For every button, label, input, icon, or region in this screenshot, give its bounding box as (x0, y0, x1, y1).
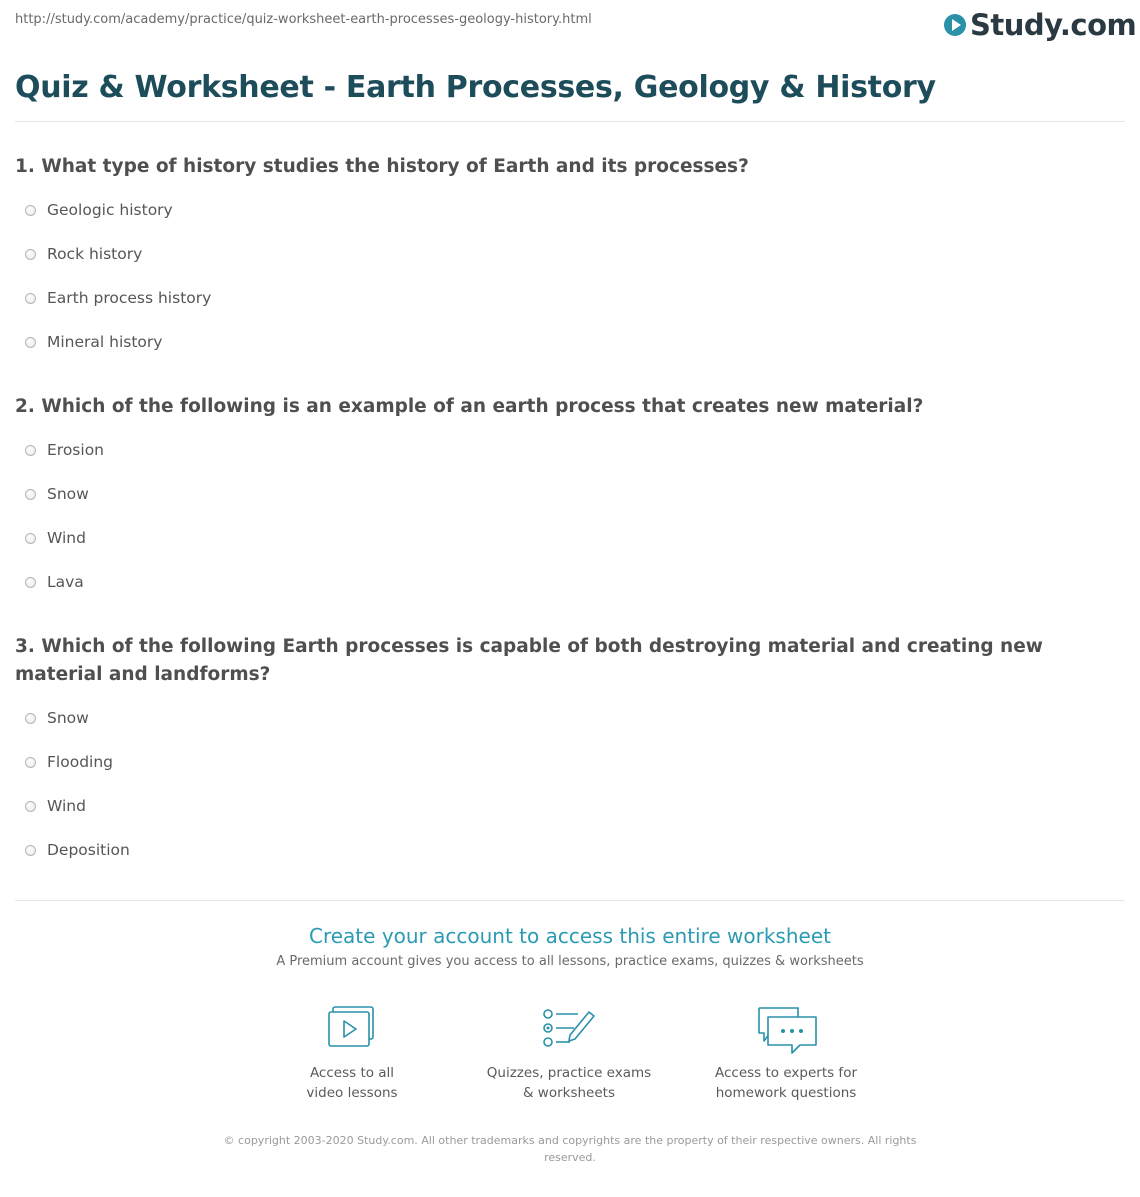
page-title: Quiz & Worksheet - Earth Processes, Geology & History (15, 70, 936, 105)
radio-button[interactable] (25, 489, 36, 500)
radio-button[interactable] (25, 713, 36, 724)
radio-button[interactable] (25, 533, 36, 544)
option-label: Geologic history (47, 201, 173, 219)
question-1 (15, 153, 1125, 351)
feature-label-line1: Access to experts for (714, 1065, 857, 1081)
question-2 (15, 393, 1125, 591)
answer-option[interactable] (25, 287, 211, 309)
cta-subtitle: A Premium account gives you access to all lessons, practice exams, quizzes & worksheets (276, 954, 864, 969)
answer-option[interactable] (25, 439, 104, 461)
answer-option[interactable] (25, 707, 89, 729)
answer-option[interactable] (25, 243, 142, 265)
answer-option[interactable] (25, 795, 86, 817)
radio-button[interactable] (25, 205, 36, 216)
option-label: Deposition (47, 841, 130, 859)
option-label: Flooding (47, 753, 113, 771)
option-label: Wind (47, 797, 86, 815)
feature-label-line2: & worksheets (522, 1085, 615, 1101)
answer-option[interactable] (25, 331, 162, 353)
copyright-line1: © copyright 2003-2020 Study.com. All other trademarks and copyrights are the property of their respective owners. All rights (223, 1134, 917, 1147)
question-text: 3. Which of the following Earth processes is capable of both destroying material and creating new material and landforms? (15, 636, 1043, 685)
feature-experts (676, 1005, 896, 1103)
answer-option[interactable] (25, 527, 86, 549)
answer-option[interactable] (25, 571, 84, 593)
quiz-list-icon (540, 1005, 598, 1051)
feature-label-line1: Access to all (309, 1065, 395, 1081)
option-label: Lava (47, 573, 84, 591)
radio-button[interactable] (25, 337, 36, 348)
study-logo[interactable] (944, 8, 1136, 42)
option-label: Erosion (47, 441, 104, 459)
radio-button[interactable] (25, 293, 36, 304)
option-label: Snow (47, 709, 89, 727)
video-icon (325, 1005, 379, 1051)
question-text: 2. Which of the following is an example of an earth process that creates new material? (15, 396, 924, 417)
option-label: Earth process history (47, 289, 212, 307)
question-text: 1. What type of history studies the history of Earth and its processes? (15, 156, 749, 177)
option-label: Mineral history (47, 333, 163, 351)
option-label: Wind (47, 529, 86, 547)
radio-button[interactable] (25, 801, 36, 812)
cta-title-link[interactable]: Create your account to access this entire worksheet (309, 924, 831, 948)
title-divider (15, 121, 1125, 122)
feature-quizzes (459, 1005, 679, 1103)
answer-option[interactable] (25, 839, 130, 861)
answer-option[interactable] (25, 483, 89, 505)
option-label: Rock history (47, 245, 143, 263)
play-logo-icon (944, 14, 966, 36)
cta-divider (15, 900, 1125, 901)
radio-button[interactable] (25, 577, 36, 588)
radio-button[interactable] (25, 845, 36, 856)
answer-option[interactable] (25, 751, 113, 773)
top-bar (0, 0, 1140, 50)
feature-label-line1: Quizzes, practice exams (486, 1065, 652, 1081)
radio-button[interactable] (25, 249, 36, 260)
radio-button[interactable] (25, 445, 36, 456)
feature-video-lessons (242, 1005, 462, 1103)
radio-button[interactable] (25, 757, 36, 768)
question-3 (15, 633, 1125, 859)
logo-text: Study.com (970, 8, 1137, 42)
chat-icon (754, 1005, 818, 1055)
copyright-line2: reserved. (544, 1151, 596, 1164)
page-url: http://study.com/academy/practice/quiz-worksheet-earth-processes-geology-history.html (15, 12, 592, 27)
feature-label-line2: homework questions (715, 1085, 857, 1101)
option-label: Snow (47, 485, 89, 503)
copyright-footer (210, 1132, 930, 1166)
answer-option[interactable] (25, 199, 173, 221)
feature-label-line2: video lessons (306, 1085, 398, 1101)
